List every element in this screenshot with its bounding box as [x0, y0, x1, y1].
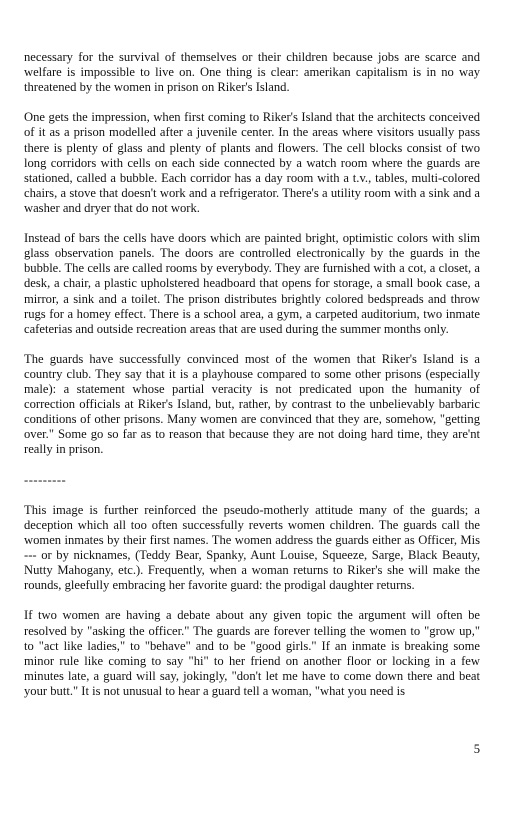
paragraph: This image is further reinforced the pseudo-motherly attitude many of the guards; a deception which all too often successfully reverts women children. The guards call the women inmates by their first names. The women address the guards either as Officer, Mis --- or by nicknames, (Teddy Bear, Spanky, Aunt Louise, Squeeze, Sarge, Black Beauty, Nutty Mahogany, etc.). Frequently, when a woman returns to Riker's she will make the rounds, gleefully embracing her favorite guard: the prodigal daughter returns.	[24, 502, 480, 593]
paragraph: The guards have successfully convinced most of the women that Riker's Island is a country club. They say that it is a playhouse compared to some other prisons (especially male): a statement whose partial veracity is not predicated upon the humanity of correction officials at Riker's Island, but, rather, by contrast to the unbelievably barbaric conditions of other prisons. Many women are convinced that they are, somehow, "getting over." Some go so far as to reason that because they are not doing hard time, they are'nt really in prison.	[24, 351, 480, 457]
page-number: 5	[473, 742, 480, 756]
paragraph: Instead of bars the cells have doors which are painted bright, optimistic colors with slim glass observation panels. The doors are controlled electronically by the guards in the bubble. The cells are called rooms by everybody. They are furnished with a cot, a closet, a desk, a chair, a plastic upholstered headboard that opens for storage, a small book case, a mirror, a sink and a toilet. The prison distributes brightly colored bedspreads and throw rugs for a homey effect. There is a school area, a gym, a carpeted auditorium, two inmate cafeterias and outside recreation areas that are used during the summer months only.	[24, 231, 480, 336]
paragraph: One gets the impression, when first coming to Riker's Island that the architects conceived of it as a prison modelled after a juvenile center. In the areas where visitors usually pass there is plenty of glass and plenty of plants and flowers. The cell blocks consist of two long corridors with cells on each side connected by a watch room where the guards are stationed, called a bubble. Each corridor has a day room with a t.v., tables, multi-colored chairs, a stove that doesn't work and a refrigerator. There's a utility room with a sink and a washer and dryer that do not work.	[24, 110, 480, 215]
section-divider: ---------	[24, 472, 67, 487]
document-page	[24, 50, 480, 714]
paragraph: If two women are having a debate about any given topic the argument will often be resolved by "asking the officer." The guards are forever telling the women to "grow up," to "act like ladies," to "behave" and to be "good girls." If an inmate is breaking some minor rule like coming to say "hi" to her friend on another floor or locking in a few minutes late, a guard will say, jokingly, "don't let me have to come down there and beat your butt." It is not unusual to hear a guard tell a woman, "what you need is	[24, 608, 480, 698]
paragraph: necessary for the survival of themselves or their children because jobs are scarce and welfare is impossible to live on. One thing is clear: amerikan capitalism is in no way threatened by the women in prison on Riker's Island.	[24, 50, 480, 95]
